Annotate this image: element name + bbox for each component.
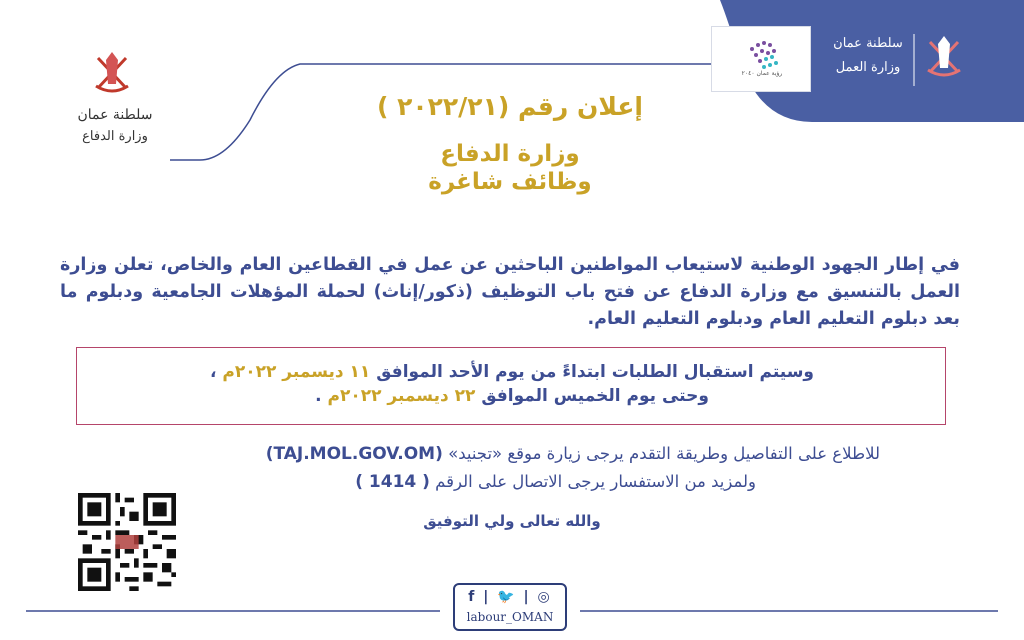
notice-box bbox=[76, 347, 946, 425]
inquiry-text: ولمزيد من الاستفسار يرجى الاتصال على الرقم bbox=[435, 472, 756, 491]
notice-line2-suffix: . bbox=[315, 386, 322, 406]
announcement-title: إعلان رقم (٢٠٢٢/٢١ ) bbox=[377, 92, 643, 121]
details-line bbox=[140, 444, 880, 464]
labour-logo-line2: وزارة العمل bbox=[835, 60, 901, 75]
website-link[interactable]: (TAJ.MOL.GOV.OM) bbox=[265, 444, 443, 464]
vision-logo-text: رؤية عمان ٢٠٤٠ bbox=[741, 70, 783, 77]
inquiry-line bbox=[240, 472, 756, 492]
notice-line-2 bbox=[77, 386, 947, 406]
notice-line1-prefix: وسيتم استقبال الطلبات ابتداءً من يوم الأحد الموافق bbox=[376, 362, 814, 382]
end-date: ٢٢ ديسمبر ٢٠٢٢م bbox=[327, 386, 476, 406]
page-subtitle: وظائف شاغرة bbox=[428, 169, 592, 195]
social-handle[interactable]: labour_OMAN bbox=[466, 610, 554, 624]
defense-logo-line2: وزارة الدفاع bbox=[82, 129, 148, 144]
notice-line2-prefix: وحتى يوم الخميس الموافق bbox=[481, 386, 709, 406]
defense-emblem-icon bbox=[96, 52, 128, 91]
labour-logo-line1: سلطنة عمان bbox=[833, 36, 903, 51]
start-date: ١١ ديسمبر ٢٠٢٢م bbox=[222, 362, 371, 382]
notice-line1-suffix: ، bbox=[210, 362, 217, 382]
ministry-name: وزارة الدفاع bbox=[440, 141, 580, 167]
instagram-icon[interactable]: ◎ bbox=[537, 589, 552, 605]
defense-logo-line1: سلطنة عمان bbox=[77, 107, 153, 123]
social-icons-row: f | 🐦 | ◎ bbox=[468, 589, 552, 605]
closing-text: والله تعالى ولي التوفيق bbox=[423, 512, 601, 530]
qr-code[interactable] bbox=[78, 493, 176, 591]
intro-paragraph: في إطار الجهود الوطنية لاستيعاب المواطنين الباحثين عن عمل في القطاعين العام والخاص، تعلن وزارة العمل بالتنسيق مع وزارة الدفاع عن فتح باب التوظيف (ذكور/إناث) لحملة المؤهلات الجامعية ودبلوم ما بعد دبلوم التعليم العام ودبلوم التعليم العام. bbox=[60, 255, 960, 329]
phone-number[interactable]: ( 1414 ) bbox=[355, 472, 430, 492]
twitter-icon[interactable]: 🐦 bbox=[497, 589, 517, 605]
vision-2040-logo bbox=[711, 26, 811, 92]
notice-line-1 bbox=[77, 362, 947, 382]
facebook-icon[interactable]: f bbox=[468, 589, 477, 605]
details-text: للاطلاع على التفاصيل وطريقة التقدم يرجى زيارة موقع «تجنيد» bbox=[448, 444, 880, 463]
